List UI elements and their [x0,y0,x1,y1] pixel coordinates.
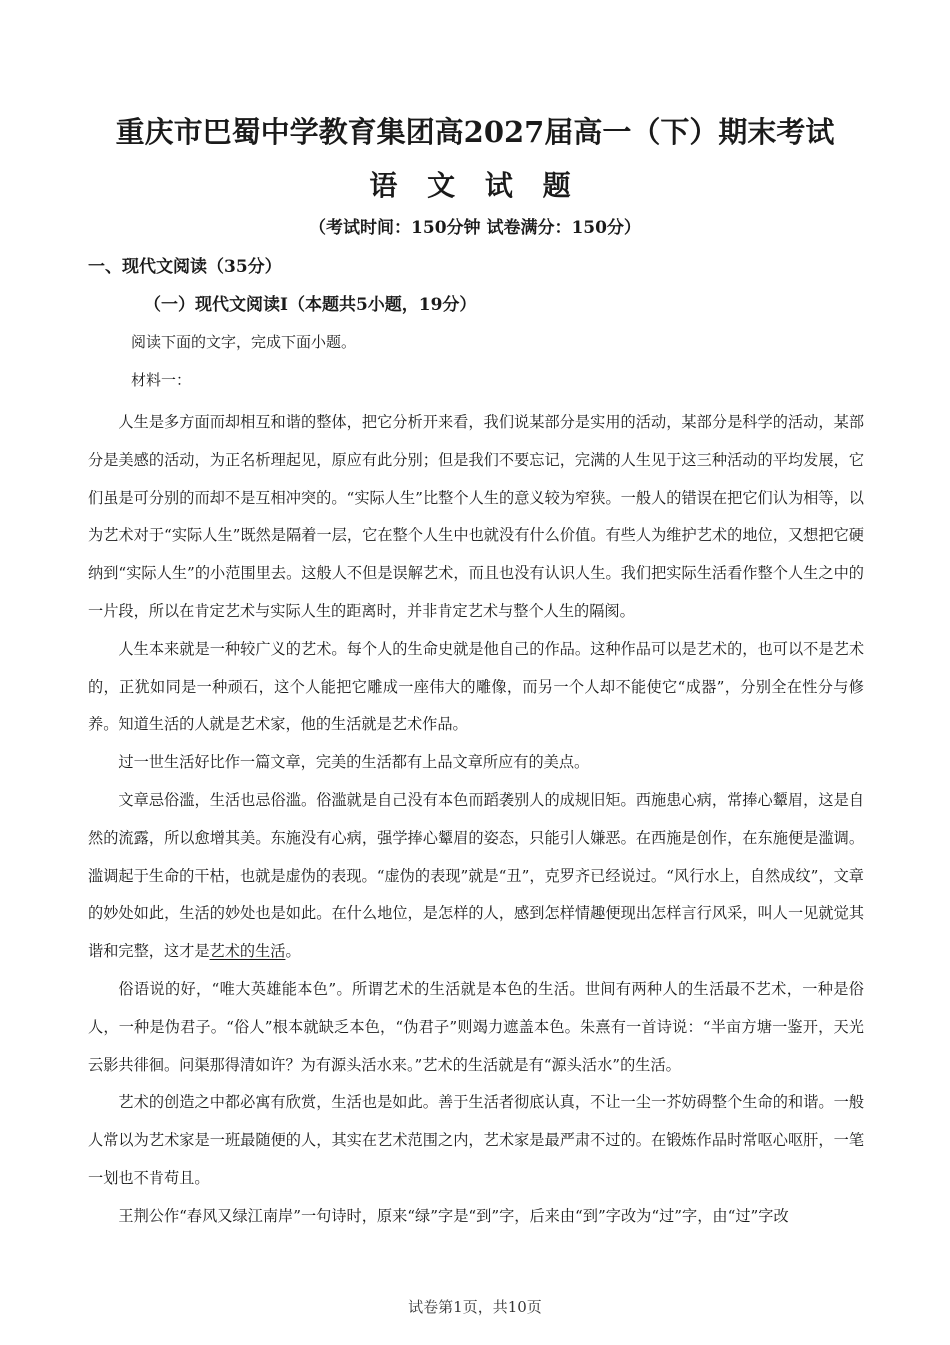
underlined-phrase: 艺术的生活 [209,942,286,961]
paragraph-4-text: 文章忌俗滥，生活也忌俗滥。俗滥就是自己没有本色而蹈袭别人的成规旧矩。西施患心病，常捧心颦眉，这是自然的流露，所以愈增其美。东施没有心病，强学捧心颦眉的姿态，只能引人嫌恶。在西施是创作，在东施便是滥调。滥调起于生命的干枯，也就是虚伪的表现。“虚伪的表现”就是“丑”，克罗齐已经说过。“风行水上，自然成纹”，文章的妙处如此，生活的妙处也是如此。在什么地位，是怎样的人，感到怎样情趣便现出怎样言行风采，叫人一见就觉其谐和完整，这才是 [88,790,864,961]
exam-subject: 语 文 试 题 [369,169,581,202]
page-footer: 试卷第1页，共10页 [408,1298,542,1316]
sub-section-heading: （一）现代文阅读I（本题共5小题，19分） [144,295,477,315]
section-heading: 一、现代文阅读（35分） [88,257,282,277]
passage-body [88,404,864,1236]
exam-title: 重庆市巴蜀中学教育集团高2027届高一（下）期末考试 [115,115,835,149]
paragraph-6: 艺术的创造之中都必寓有欣赏，生活也是如此。善于生活者彻底认真，不让一尘一芥妨碍整个生命的和谐。一般人常以为艺术家是一班最随便的人，其实在艺术范围之内，艺术家是最严肃不过的。在锻炼作品时常呕心呕肝，一笔一划也不肯苟且。 [88,1093,864,1187]
paragraph-5: 俗语说的好，“唯大英雄能本色”。所谓艺术的生活就是本色的生活。世间有两种人的生活最不艺术，一种是俗人，一种是伪君子。“俗人”根本就缺乏本色，“伪君子”则竭力遮盖本色。朱熹有一首诗说：“半亩方塘一鉴开，天光云影共徘徊。问渠那得清如许？为有源头活水来。”艺术的生活就是有“源头活水”的生活。 [88,979,864,1074]
material-label: 材料一： [131,371,192,389]
paragraph-4-tail: 。 [285,942,301,961]
paragraph-4 [88,782,864,971]
paragraph-7: 王荆公作“春风又绿江南岸”一句诗时，原来“绿”字是“到”字，后来由“到”字改为“过”字，由“过”字改 [118,1206,789,1225]
reading-instruction: 阅读下面的文字，完成下面小题。 [131,333,357,351]
paragraph-2: 人生本来就是一种较广义的艺术。每个人的生命史就是他自己的作品。这种作品可以是艺术的，也可以不是艺术的，正犹如同是一种顽石，这个人能把它雕成一座伟大的雕像，而另一个人却不能使它“成器”，分别全在性分与修养。知道生活的人就是艺术家，他的生活就是艺术作品。 [88,639,864,734]
exam-info: （考试时间：150分钟 试卷满分：150分） [309,218,641,238]
paragraph-1: 人生是多方面而却相互和谐的整体，把它分析开来看，我们说某部分是实用的活动，某部分是科学的活动，某部分是美感的活动，为正名析理起见，原应有此分别；但是我们不要忘记，完满的人生见于这三种活动的平均发展，它们虽是可分别的而却不是互相冲突的。“实际人生”比整个人生的意义较为窄狭。一般人的错误在把它们认为相等，以为艺术对于“实际人生”既然是隔着一层，它在整个人生中也就没有什么价值。有些人为维护艺术的地位，又想把它硬纳到“实际人生”的小范围里去。这般人不但是误解艺术，而且也没有认识人生。我们把实际生活看作整个人生之中的一片段，所以在肯定艺术与实际人生的距离时，并非肯定艺术与整个人生的隔阂。 [88,413,864,620]
paragraph-3: 过一世生活好比作一篇文章，完美的生活都有上品文章所应有的美点。 [118,753,590,772]
